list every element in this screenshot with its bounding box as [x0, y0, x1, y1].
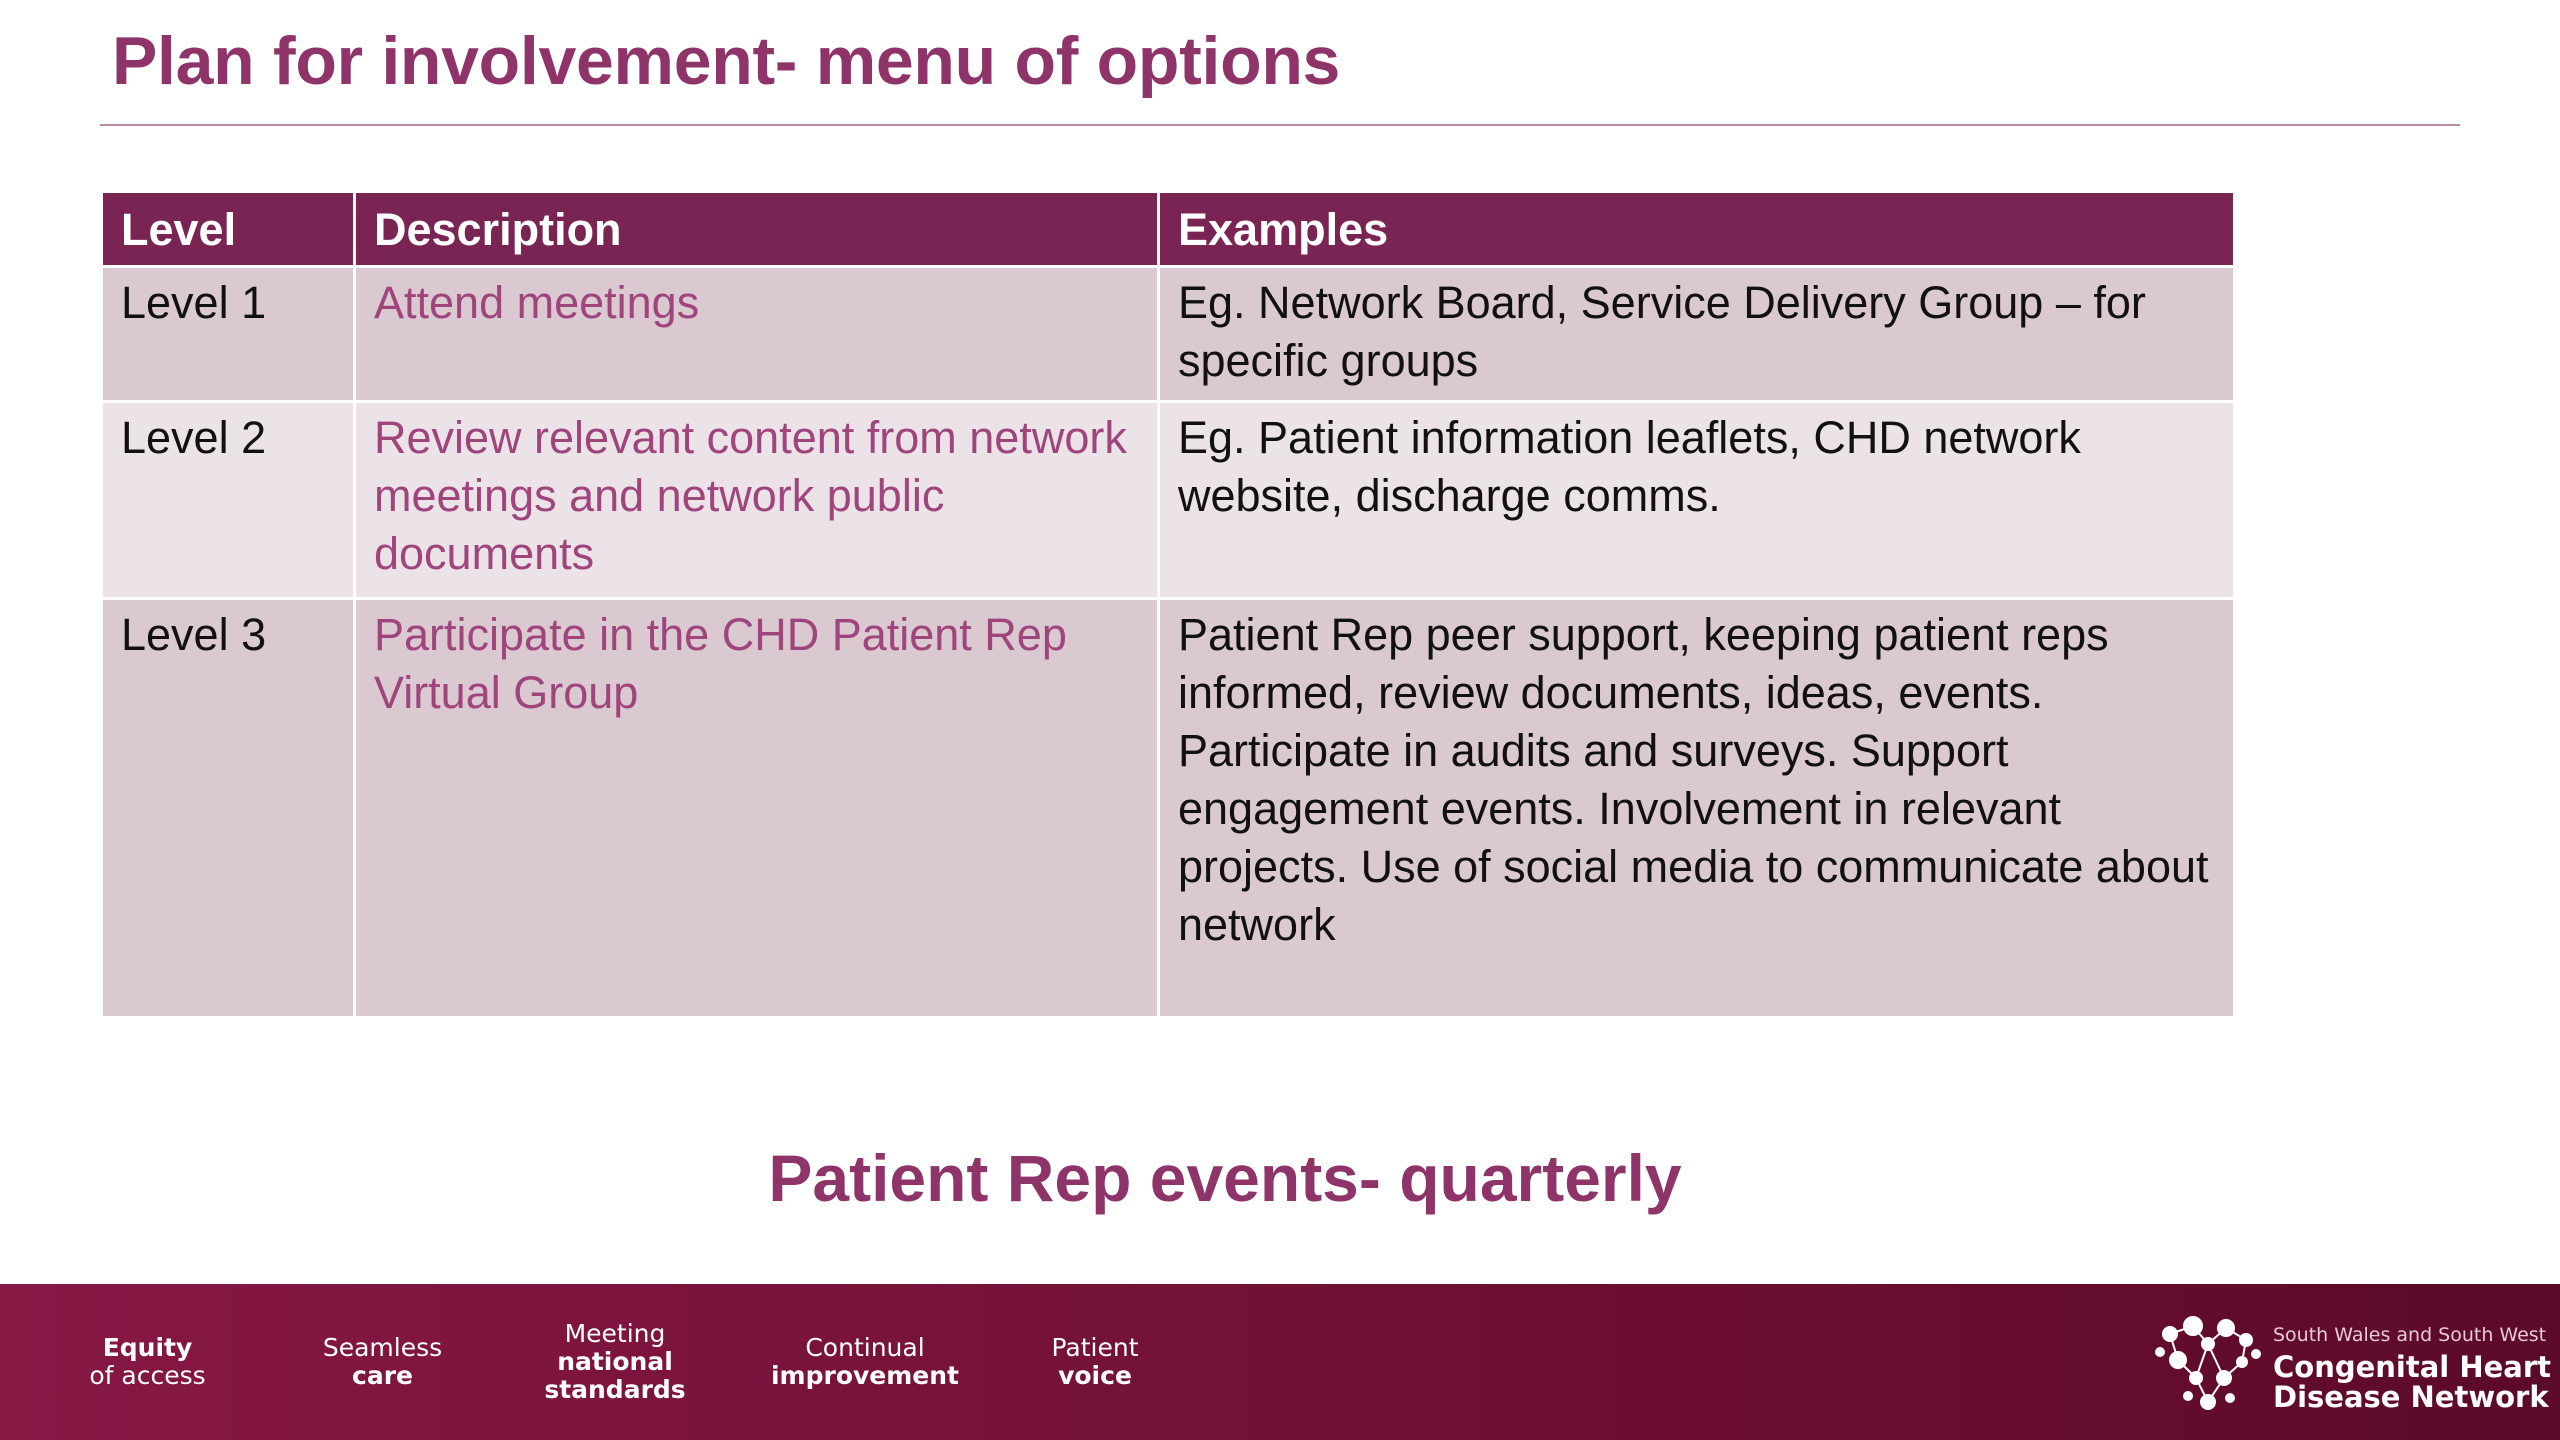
table-row: [102, 267, 2235, 402]
table-row: [102, 599, 2235, 1018]
cell-level: Level 3: [102, 599, 355, 1018]
pillar-patient-voice: [1020, 1284, 1170, 1440]
pillar-continual-improvement: [770, 1284, 960, 1440]
cell-description: Review relevant content from network meetings and network public documents: [355, 402, 1159, 599]
pillar-line: Meeting: [564, 1319, 666, 1348]
pillar-line: improvement: [770, 1361, 960, 1390]
cell-level: Level 1: [102, 267, 355, 402]
pillar-line: care: [352, 1361, 413, 1390]
heart-network-icon: [2148, 1304, 2268, 1424]
title-divider: [100, 124, 2460, 126]
pillar-line: Patient: [1051, 1333, 1139, 1362]
pillar-line: national: [557, 1347, 673, 1376]
pillar-meeting-national-standards: [535, 1284, 695, 1440]
pillar-equity-of-access: [70, 1284, 225, 1440]
slide-title: Plan for involvement- menu of options: [112, 23, 1341, 99]
header-examples: Examples: [1159, 192, 2235, 267]
logo-region-text: South Wales and South West: [2273, 1324, 2547, 1346]
pillar-line: Seamless: [322, 1333, 443, 1362]
cell-level: Level 2: [102, 402, 355, 599]
header-description: Description: [355, 192, 1159, 267]
pillar-line: Equity: [102, 1333, 193, 1362]
table-row: [102, 402, 2235, 599]
pillar-seamless-care: [305, 1284, 460, 1440]
cell-examples: Eg. Patient information leaflets, CHD network website, discharge comms.: [1159, 402, 2235, 599]
network-logo: [2148, 1304, 2552, 1424]
footer-banner: [0, 1284, 2560, 1440]
table-header-row: [102, 192, 2235, 267]
cell-examples: Patient Rep peer support, keeping patient reps informed, review documents, ideas, events. Participate in audits and surveys. Support engagement events. Involvement in relevant projects. Use of social media to communicate about network: [1159, 599, 2235, 1018]
pillar-line: voice: [1058, 1361, 1132, 1390]
cell-description: Attend meetings: [355, 267, 1159, 402]
pillar-line: standards: [544, 1375, 686, 1404]
header-level: Level: [102, 192, 355, 267]
pillar-line: of access: [89, 1361, 206, 1390]
logo-title-line: Congenital Heart: [2273, 1350, 2552, 1384]
logo-title-line: Disease Network: [2273, 1380, 2549, 1414]
pillar-line: Continual: [805, 1333, 925, 1362]
cell-examples: Eg. Network Board, Service Delivery Group – for specific groups: [1159, 267, 2235, 402]
cell-description: Participate in the CHD Patient Rep Virtual Group: [355, 599, 1159, 1018]
events-subheading: Patient Rep events- quarterly: [768, 1141, 1682, 1215]
involvement-options-table: [100, 190, 2236, 1019]
